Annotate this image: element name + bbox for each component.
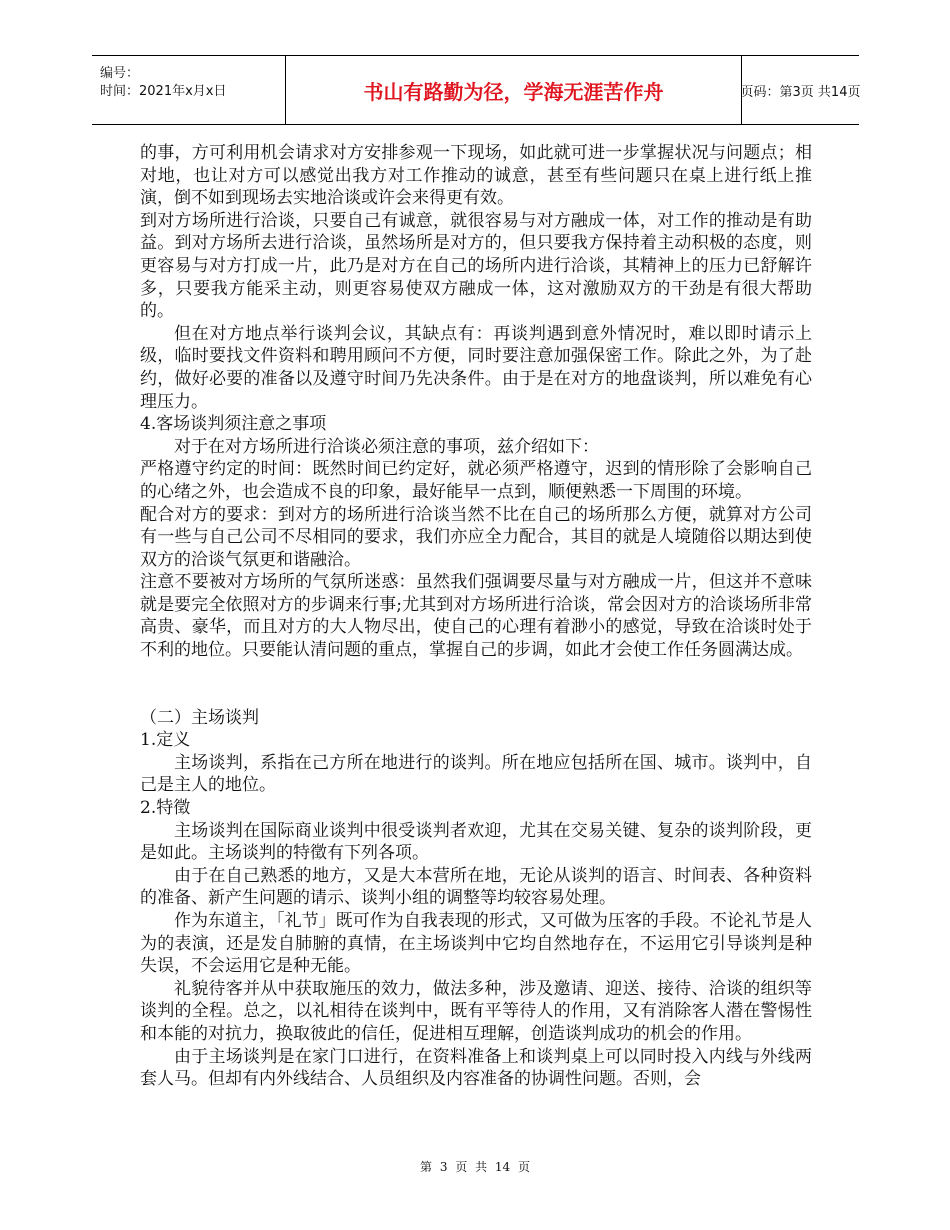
header-page-info: 页码：第3页 共14页 [740,84,861,100]
page-header [92,55,859,125]
paragraph: 主场谈判，系指在己方所在地进行的谈判。所在地应包括所在国、城市。谈判中，自己是主人的地位。 [140,752,812,796]
paragraph: 到对方场所进行洽谈，只要自己有诚意，就很容易与对方融成一体，对工作的推动是有助益。到对方场所去进行洽谈，虽然场所是对方的，但只要我方保持着主动积极的态度，则更容易与对方打成一片，此乃是对方在自己的场所内进行洽谈，其精神上的压力已舒解许多，只要我方能采主动，则更容易使双方融成一体，这对激励双方的干劲是有很大帮助的。 [140,210,812,322]
paragraph: 由于主场谈判是在家门口进行，在资料准备上和谈判桌上可以同时投入内线与外线两套人马。但却有内外线结合、人员组织及内容准备的协调性问题。否则，会 [140,1046,812,1090]
paragraph: 严格遵守约定的时间：既然时间已约定好，就必须严格遵守，迟到的情形除了会影响自己的心绪之外，也会造成不良的印象，最好能早一点到，顺便熟悉一下周围的环境。 [140,459,812,502]
paragraph: 注意不要被对方场所的气氛所迷惑：虽然我们强调要尽量与对方融成一片，但这并不意味就是要完全依照对方的步调来行事;尤其到对方场所进行洽谈，常会因对方的洽谈场所非常高贵、豪华，而且对方的大人物尽出，使自己的心理有着渺小的感觉，导致在洽谈时处于不利的地位。只要能认清问题的重点，掌握自己的步调，如此才会使工作任务圆满达成。 [140,572,812,661]
paragraph: 主场谈判在国际商业谈判中很受谈判者欢迎，尤其在交易关键、复杂的谈判阶段，更是如此。主场谈判的特徵有下列各项。 [140,820,812,864]
document-body [140,142,812,1091]
paragraph: 但在对方地点举行谈判会议，其缺点有：再谈判遇到意外情况时，难以即时请示上级，临时要找文件资料和聘用顾问不方便，同时要注意加强保密工作。除此之外，为了赴约，做好必要的准备以及遵守时间乃先决条件。由于是在对方的地盘谈判，所以难免有心理压力。 [140,323,812,412]
date-label: 时间：2021年x月x日 [100,84,227,99]
paragraph: 配合对方的要求：到对方的场所进行洽谈当然不比在自己的场所那么方便，就算对方公司有一些与自己公司不尽相同的要求，我们亦应全力配合，其目的就是人境随俗以期达到使双方的洽谈气氛更和谐融洽。 [140,504,812,570]
paragraph: 由于在自己熟悉的地方，又是大本营所在地，无论从谈判的语言、时间表、各种资料的准备、新产生问题的请示、谈判小组的调整等均较容易处理。 [140,865,812,909]
paragraph: 礼貌待客并从中获取施压的效力，做法多种，涉及邀请、迎送、接待、洽谈的组织等谈判的全程。总之，以礼相待在谈判中，既有平等待人的作用，又有消除客人潜在警惕性和本能的对抗力，换取彼此的信任，促进相互理解，创造谈判成功的机会的作用。 [140,978,812,1044]
page-footer: 第 3 页 共 14 页 [420,1160,530,1174]
paragraph: 作为东道主，「礼节」既可作为自我表现的形式，又可做为压客的手段。不论礼节是人为的表演，还是发自肺腑的真情，在主场谈判中它均自然地存在，不运用它引导谈判是种失误，不会运用它是种无能。 [140,911,812,977]
subsection-heading: 2.特徵 [140,798,191,819]
number-label: 编号： [100,66,140,81]
header-motto: 书山有路勤为径，学海无涯苦作舟 [286,56,742,124]
section-heading: （二）主场谈判 [140,707,259,728]
header-meta-cell [92,56,286,124]
spacer [140,662,812,707]
paragraph: 对于在对方场所进行洽谈必须注意的事项，兹介绍如下： [174,436,599,457]
paragraph: 的事，方可利用机会请求对方安排参观一下现场，如此就可进一步掌握状况与问题点；相对地，也让对方可以感觉出我方对工作推动的诚意，甚至有些问题只在桌上进行纸上推演，倒不如到现场去实地洽谈或许会来得更有效。 [140,143,812,209]
section-heading: 4.客场谈判须注意之事项 [140,414,327,435]
subsection-heading: 1.定义 [140,730,191,751]
